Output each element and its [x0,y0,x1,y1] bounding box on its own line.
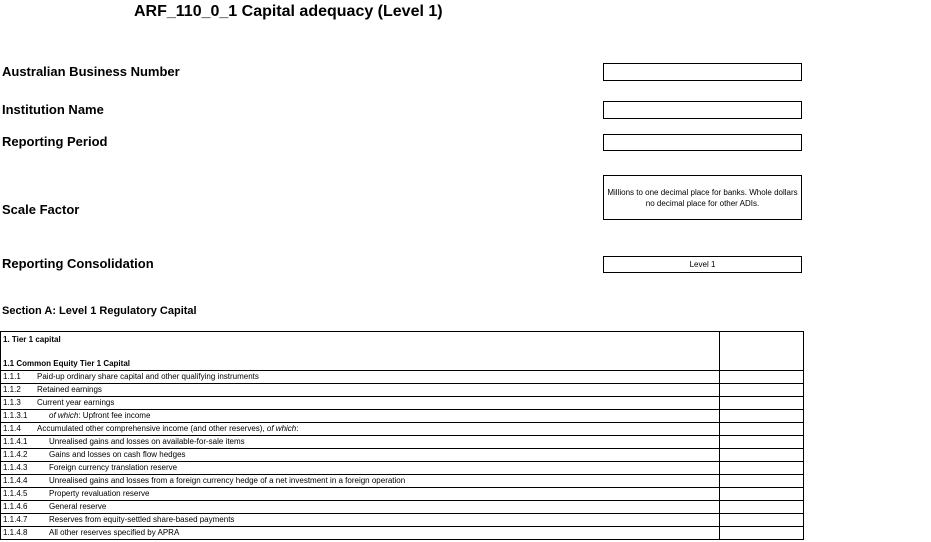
tier1-heading: 1. Tier 1 capital [3,335,61,344]
table-row [1,436,804,449]
row-description-cell [1,475,720,487]
table-row [1,501,804,514]
row-code: 1.1.4.7 [3,515,28,524]
row-description-cell [1,410,720,422]
row-description-text: Property revaluation reserve [49,489,150,498]
row-value-cell[interactable] [720,462,804,474]
row-description-text: Accumulated other comprehensive income (and other reserves), [37,424,267,433]
reporting-period-field[interactable] [603,134,802,151]
row-description-cell [1,397,720,409]
row-value-cell[interactable] [720,436,804,448]
row-description-cell [1,462,720,474]
table-header [1,332,804,371]
institution-name-field[interactable] [603,101,802,119]
row-value-cell[interactable] [720,501,804,513]
row-description-cell [1,423,720,435]
row-code: 1.1.4.1 [3,437,28,446]
cet1-heading: 1.1 Common Equity Tier 1 Capital [3,359,130,368]
row-description [49,410,150,422]
row-value-cell[interactable] [720,488,804,500]
row-description-text: Current year earnings [37,398,115,407]
row-value-cell[interactable] [720,397,804,409]
row-description-cell [1,449,720,461]
row-description [49,449,186,461]
row-description-text: Foreign currency translation reserve [49,463,178,472]
row-code: 1.1.4.3 [3,463,28,472]
row-value-cell[interactable] [720,475,804,487]
reporting-consolidation-label: Reporting Consolidation [2,256,154,271]
table-row [1,527,804,540]
row-description-text: General reserve [49,502,107,511]
row-description-text: Unrealised gains and losses on available-for-sale items [49,437,245,446]
scale-factor-label: Scale Factor [2,202,80,217]
row-description-text: Unrealised gains and losses from a foreign currency hedge of a net investment in a foreign operation [49,476,406,485]
header-desc-cell [1,332,720,370]
row-description [49,514,234,526]
row-code: 1.1.4.2 [3,450,28,459]
row-description-suffix: : [296,424,299,433]
row-description-italic: of which [49,411,79,420]
row-description [49,475,405,487]
reporting-period-label: Reporting Period [2,134,108,149]
row-description-cell [1,436,720,448]
header-value-cell[interactable] [720,332,804,370]
table-row [1,462,804,475]
table-body [1,371,804,540]
row-code: 1.1.4.4 [3,476,28,485]
row-description [37,371,259,383]
table-row [1,514,804,527]
row-code: 1.1.4.6 [3,502,28,511]
row-description [49,462,177,474]
row-code: 1.1.2 [3,385,21,394]
abn-label: Australian Business Number [2,64,180,79]
capital-table [0,331,804,540]
row-description [49,436,245,448]
row-description [49,488,150,500]
scale-factor-field: Millions to one decimal place for banks. Whole dollars no decimal place for other ADIs. [603,175,802,220]
table-row [1,488,804,501]
row-description [37,384,102,396]
row-description-text: Paid-up ordinary share capital and other qualifying instruments [37,372,259,381]
row-code: 1.1.4.5 [3,489,28,498]
row-description [37,397,114,409]
row-description-cell [1,527,720,539]
row-value-cell[interactable] [720,410,804,422]
section-a-title: Section A: Level 1 Regulatory Capital [2,305,197,317]
row-description [49,501,106,513]
table-row [1,423,804,436]
row-description-cell [1,514,720,526]
row-description-text: Reserves from equity-settled share-based payments [49,515,235,524]
row-code: 1.1.3.1 [3,411,28,420]
row-description-cell [1,371,720,383]
row-description-text: Gains and losses on cash flow hedges [49,450,186,459]
table-row [1,397,804,410]
row-value-cell[interactable] [720,527,804,539]
table-row [1,384,804,397]
row-value-cell[interactable] [720,371,804,383]
row-description-cell [1,384,720,396]
table-row [1,475,804,488]
table-row [1,449,804,462]
row-description-cell [1,501,720,513]
reporting-consolidation-field: Level 1 [603,256,802,273]
table-row [1,410,804,423]
row-code: 1.1.3 [3,398,21,407]
row-description-italic: of which [266,424,297,433]
row-code: 1.1.1 [3,372,21,381]
row-description-text: : Upfront fee income [78,411,151,420]
table-row [1,371,804,384]
row-code: 1.1.4.8 [3,528,28,537]
row-description-text: Retained earnings [37,385,102,394]
row-value-cell[interactable] [720,384,804,396]
row-code: 1.1.4 [3,424,21,433]
row-value-cell[interactable] [720,449,804,461]
page-title: ARF_110_0_1 Capital adequacy (Level 1) [134,3,443,20]
abn-field[interactable] [603,63,802,81]
row-description-cell [1,488,720,500]
row-value-cell[interactable] [720,423,804,435]
row-value-cell[interactable] [720,514,804,526]
row-description [49,527,179,539]
row-description-text: All other reserves specified by APRA [49,528,180,537]
row-description [37,423,298,435]
institution-name-label: Institution Name [2,102,104,117]
